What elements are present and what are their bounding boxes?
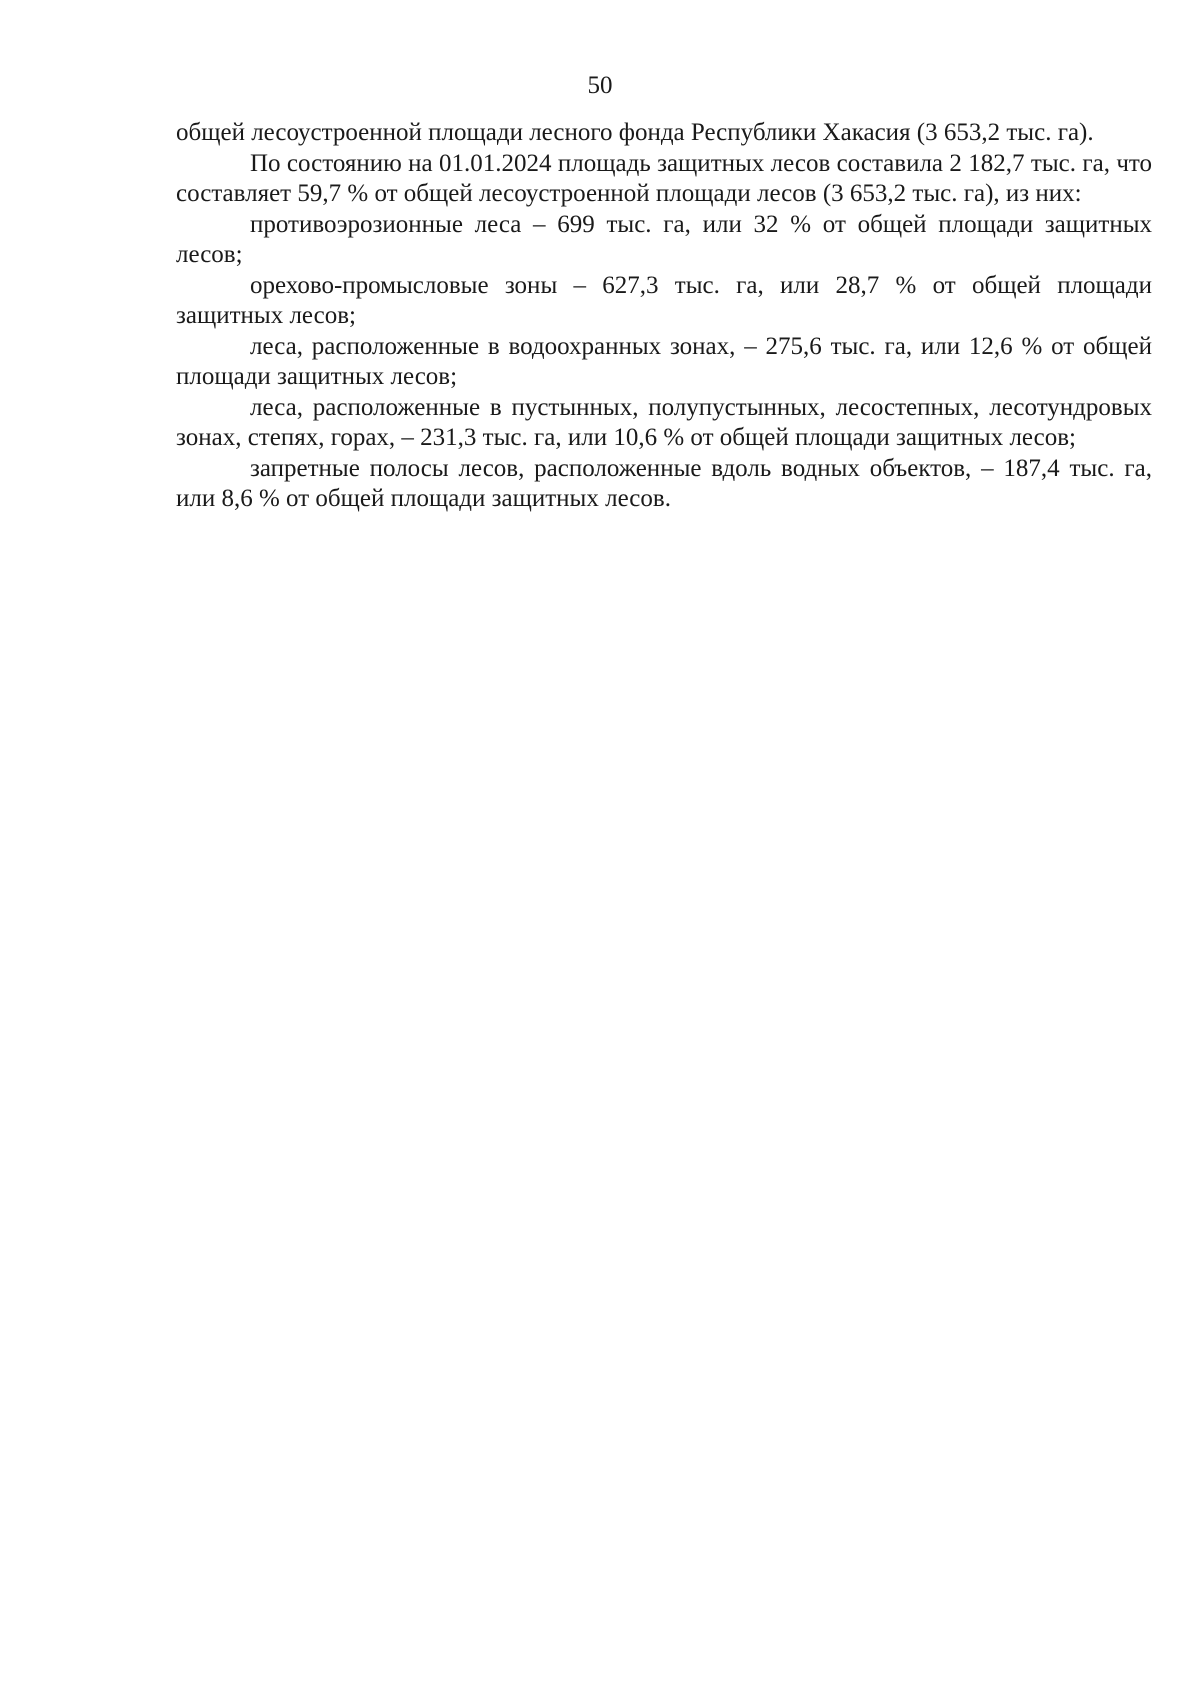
paragraph-protective-forests-total: По состоянию на 01.01.2024 площадь защитных лесов составила 2 182,7 тыс. га, что составляет 59,7 % от общей лесоустроенной площади лесов (3 653,2 тыс. га), из них: — [176, 149, 1152, 207]
page-number: 50 — [587, 72, 613, 99]
paragraph-anti-erosion-forests: противоэрозионные леса – 699 тыс. га, или 32 % от общей площади защитных лесов; — [176, 210, 1152, 268]
paragraph-desert-steppe-mountain-forests: леса, расположенные в пустынных, полупустынных, лесостепных, лесотундровых зонах, степях, горах, – 231,3 тыс. га, или 10,6 % от общей площади защитных лесов; — [176, 393, 1152, 451]
paragraph-continuation: общей лесоустроенной площади лесного фонда Республики Хакасия (3 653,2 тыс. га). — [176, 119, 1094, 146]
paragraph-prohibited-forest-strips: запретные полосы лесов, расположенные вдоль водных объектов, – 187,4 тыс. га, или 8,6 % от общей площади защитных лесов. — [176, 454, 1152, 512]
document-body — [176, 118, 1152, 515]
paragraph-water-protection-zones: леса, расположенные в водоохранных зонах, – 275,6 тыс. га, или 12,6 % от общей площади защитных лесов; — [176, 332, 1152, 390]
paragraph-nut-harvesting-zones: орехово-промысловые зоны – 627,3 тыс. га, или 28,7 % от общей площади защитных лесов; — [176, 271, 1152, 329]
